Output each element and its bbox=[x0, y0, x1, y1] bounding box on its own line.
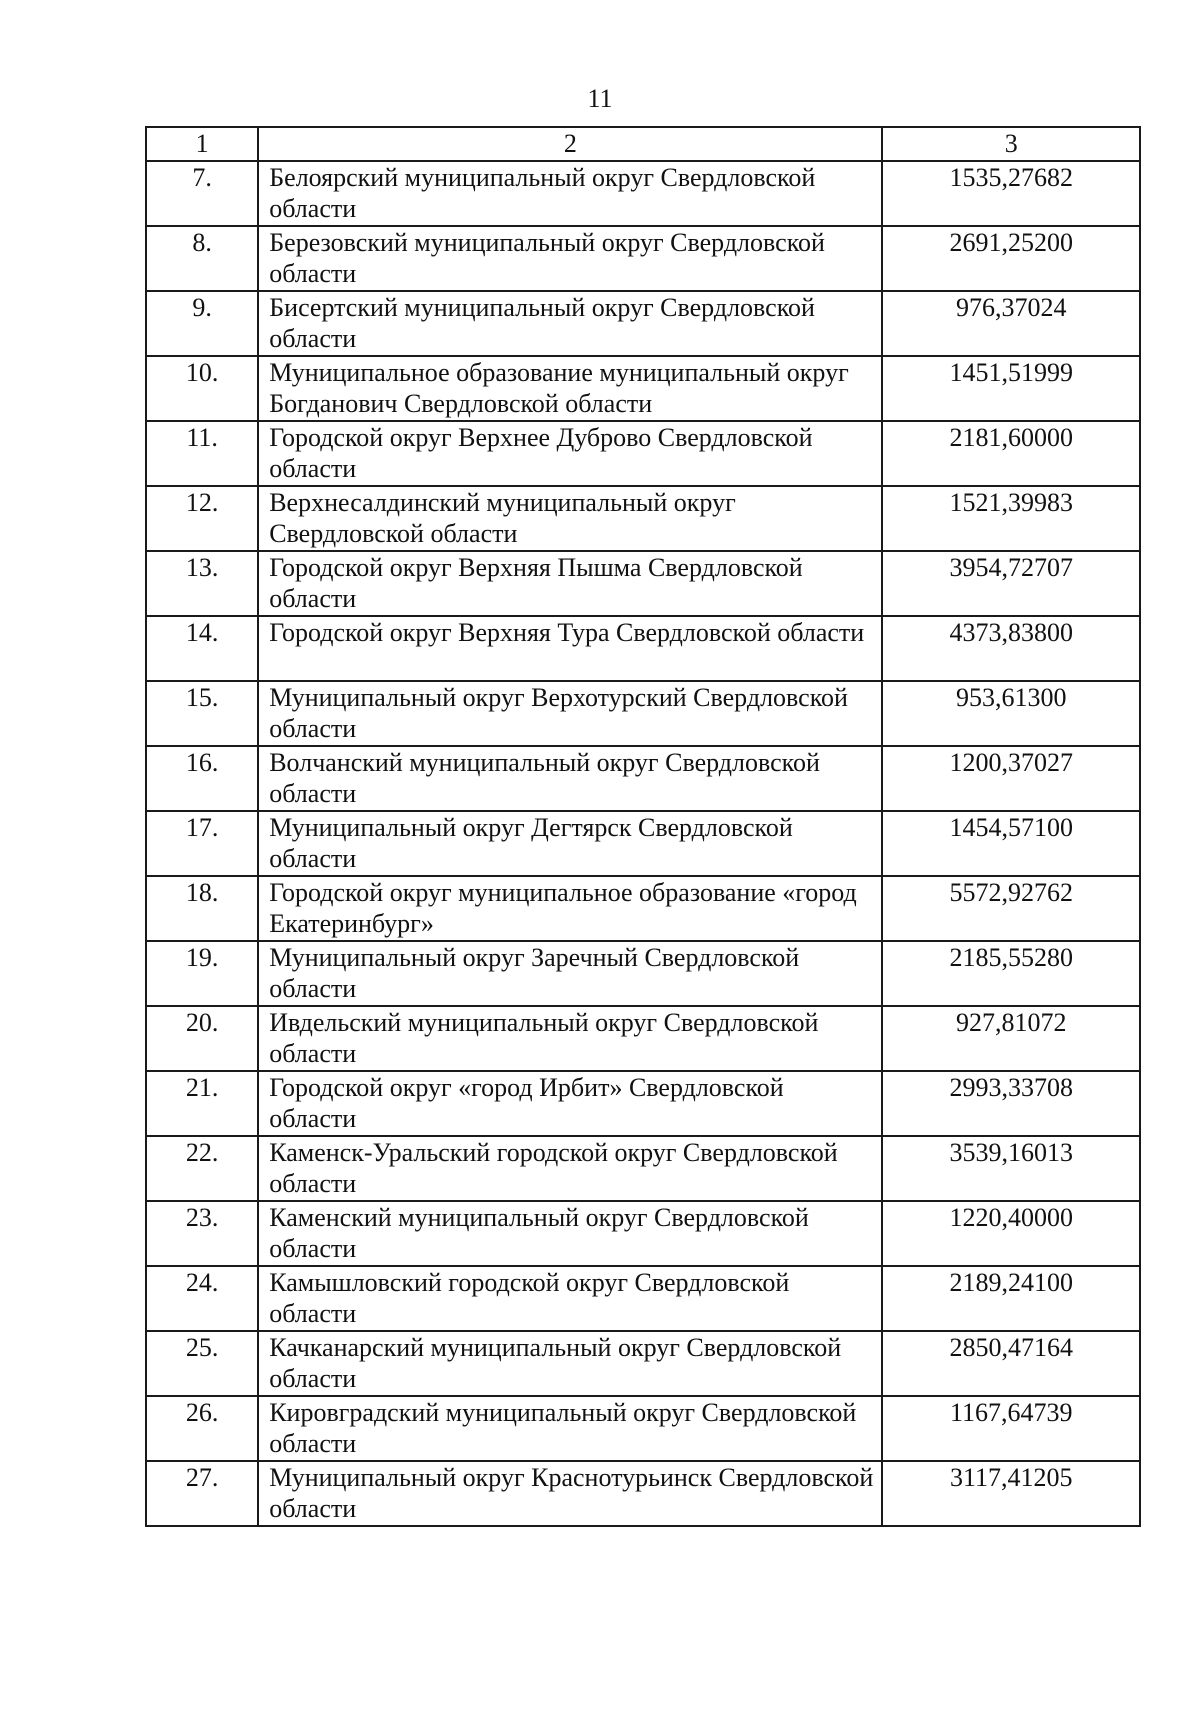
row-name: Каменский муниципальный округ Свердловской области bbox=[258, 1201, 882, 1266]
row-number: 13. bbox=[146, 551, 258, 616]
row-name: Городской округ «город Ирбит» Свердловской области bbox=[258, 1071, 882, 1136]
row-name: Муниципальный округ Дегтярск Свердловской области bbox=[258, 811, 882, 876]
row-name: Муниципальный округ Верхотурский Свердловской области bbox=[258, 681, 882, 746]
row-value: 2993,33708 bbox=[882, 1071, 1140, 1136]
row-number: 22. bbox=[146, 1136, 258, 1201]
table-row bbox=[146, 1136, 1140, 1201]
header-cell-name: 2 bbox=[258, 127, 882, 161]
row-number: 8. bbox=[146, 226, 258, 291]
row-value: 3539,16013 bbox=[882, 1136, 1140, 1201]
row-name: Муниципальный округ Заречный Свердловской области bbox=[258, 941, 882, 1006]
row-number: 9. bbox=[146, 291, 258, 356]
table-row bbox=[146, 876, 1140, 941]
table-row bbox=[146, 291, 1140, 356]
row-number: 16. bbox=[146, 746, 258, 811]
row-number: 15. bbox=[146, 681, 258, 746]
row-value: 5572,92762 bbox=[882, 876, 1140, 941]
row-value: 2185,55280 bbox=[882, 941, 1140, 1006]
row-name: Камышловский городской округ Свердловской области bbox=[258, 1266, 882, 1331]
table-row bbox=[146, 811, 1140, 876]
row-value: 4373,83800 bbox=[882, 616, 1140, 681]
row-name: Верхнесалдинский муниципальный округ Свердловской области bbox=[258, 486, 882, 551]
row-name: Городской округ Верхняя Тура Свердловской области bbox=[258, 616, 882, 681]
table-row bbox=[146, 226, 1140, 291]
row-value: 2850,47164 bbox=[882, 1331, 1140, 1396]
row-value: 2691,25200 bbox=[882, 226, 1140, 291]
row-value: 927,81072 bbox=[882, 1006, 1140, 1071]
row-value: 1220,40000 bbox=[882, 1201, 1140, 1266]
row-value: 3954,72707 bbox=[882, 551, 1140, 616]
municipalities-table bbox=[145, 126, 1141, 1527]
row-number: 7. bbox=[146, 161, 258, 226]
row-value: 3117,41205 bbox=[882, 1461, 1140, 1526]
table-row bbox=[146, 421, 1140, 486]
row-value: 1167,64739 bbox=[882, 1396, 1140, 1461]
row-name: Кировградский муниципальный округ Свердловской области bbox=[258, 1396, 882, 1461]
row-name: Ивдельский муниципальный округ Свердловской области bbox=[258, 1006, 882, 1071]
row-name: Городской округ муниципальное образование «город Екатеринбург» bbox=[258, 876, 882, 941]
table-row bbox=[146, 1396, 1140, 1461]
row-value: 1535,27682 bbox=[882, 161, 1140, 226]
table-row bbox=[146, 1006, 1140, 1071]
table-row bbox=[146, 356, 1140, 421]
table-row bbox=[146, 1461, 1140, 1526]
table-row bbox=[146, 1071, 1140, 1136]
row-number: 17. bbox=[146, 811, 258, 876]
row-number: 14. bbox=[146, 616, 258, 681]
header-cell-value: 3 bbox=[882, 127, 1140, 161]
row-number: 10. bbox=[146, 356, 258, 421]
row-value: 1454,57100 bbox=[882, 811, 1140, 876]
row-name: Березовский муниципальный округ Свердловской области bbox=[258, 226, 882, 291]
header-cell-number: 1 bbox=[146, 127, 258, 161]
table-row bbox=[146, 1201, 1140, 1266]
row-value: 976,37024 bbox=[882, 291, 1140, 356]
row-value: 953,61300 bbox=[882, 681, 1140, 746]
table-row bbox=[146, 616, 1140, 681]
row-name: Городской округ Верхнее Дуброво Свердловской области bbox=[258, 421, 882, 486]
row-value: 2181,60000 bbox=[882, 421, 1140, 486]
row-name: Качканарский муниципальный округ Свердловской области bbox=[258, 1331, 882, 1396]
row-value: 1451,51999 bbox=[882, 356, 1140, 421]
row-value: 2189,24100 bbox=[882, 1266, 1140, 1331]
table-row bbox=[146, 941, 1140, 1006]
table-row bbox=[146, 161, 1140, 226]
row-number: 11. bbox=[146, 421, 258, 486]
row-number: 12. bbox=[146, 486, 258, 551]
table-row bbox=[146, 746, 1140, 811]
row-number: 25. bbox=[146, 1331, 258, 1396]
row-number: 20. bbox=[146, 1006, 258, 1071]
row-number: 19. bbox=[146, 941, 258, 1006]
row-number: 24. bbox=[146, 1266, 258, 1331]
row-number: 23. bbox=[146, 1201, 258, 1266]
table-row bbox=[146, 551, 1140, 616]
row-name: Бисертский муниципальный округ Свердловской области bbox=[258, 291, 882, 356]
row-number: 21. bbox=[146, 1071, 258, 1136]
page-number: 11 bbox=[587, 84, 613, 113]
row-name: Белоярский муниципальный округ Свердловской области bbox=[258, 161, 882, 226]
row-number: 26. bbox=[146, 1396, 258, 1461]
table-row bbox=[146, 486, 1140, 551]
row-name: Муниципальный округ Краснотурьинск Свердловской области bbox=[258, 1461, 882, 1526]
table-header-row bbox=[146, 127, 1140, 161]
row-number: 18. bbox=[146, 876, 258, 941]
table-row bbox=[146, 1331, 1140, 1396]
row-value: 1200,37027 bbox=[882, 746, 1140, 811]
row-name: Городской округ Верхняя Пышма Свердловской области bbox=[258, 551, 882, 616]
row-number: 27. bbox=[146, 1461, 258, 1526]
table-row bbox=[146, 1266, 1140, 1331]
row-name: Муниципальное образование муниципальный округ Богданович Свердловской области bbox=[258, 356, 882, 421]
row-value: 1521,39983 bbox=[882, 486, 1140, 551]
row-name: Волчанский муниципальный округ Свердловской области bbox=[258, 746, 882, 811]
table-row bbox=[146, 681, 1140, 746]
row-name: Каменск-Уральский городской округ Свердловской области bbox=[258, 1136, 882, 1201]
